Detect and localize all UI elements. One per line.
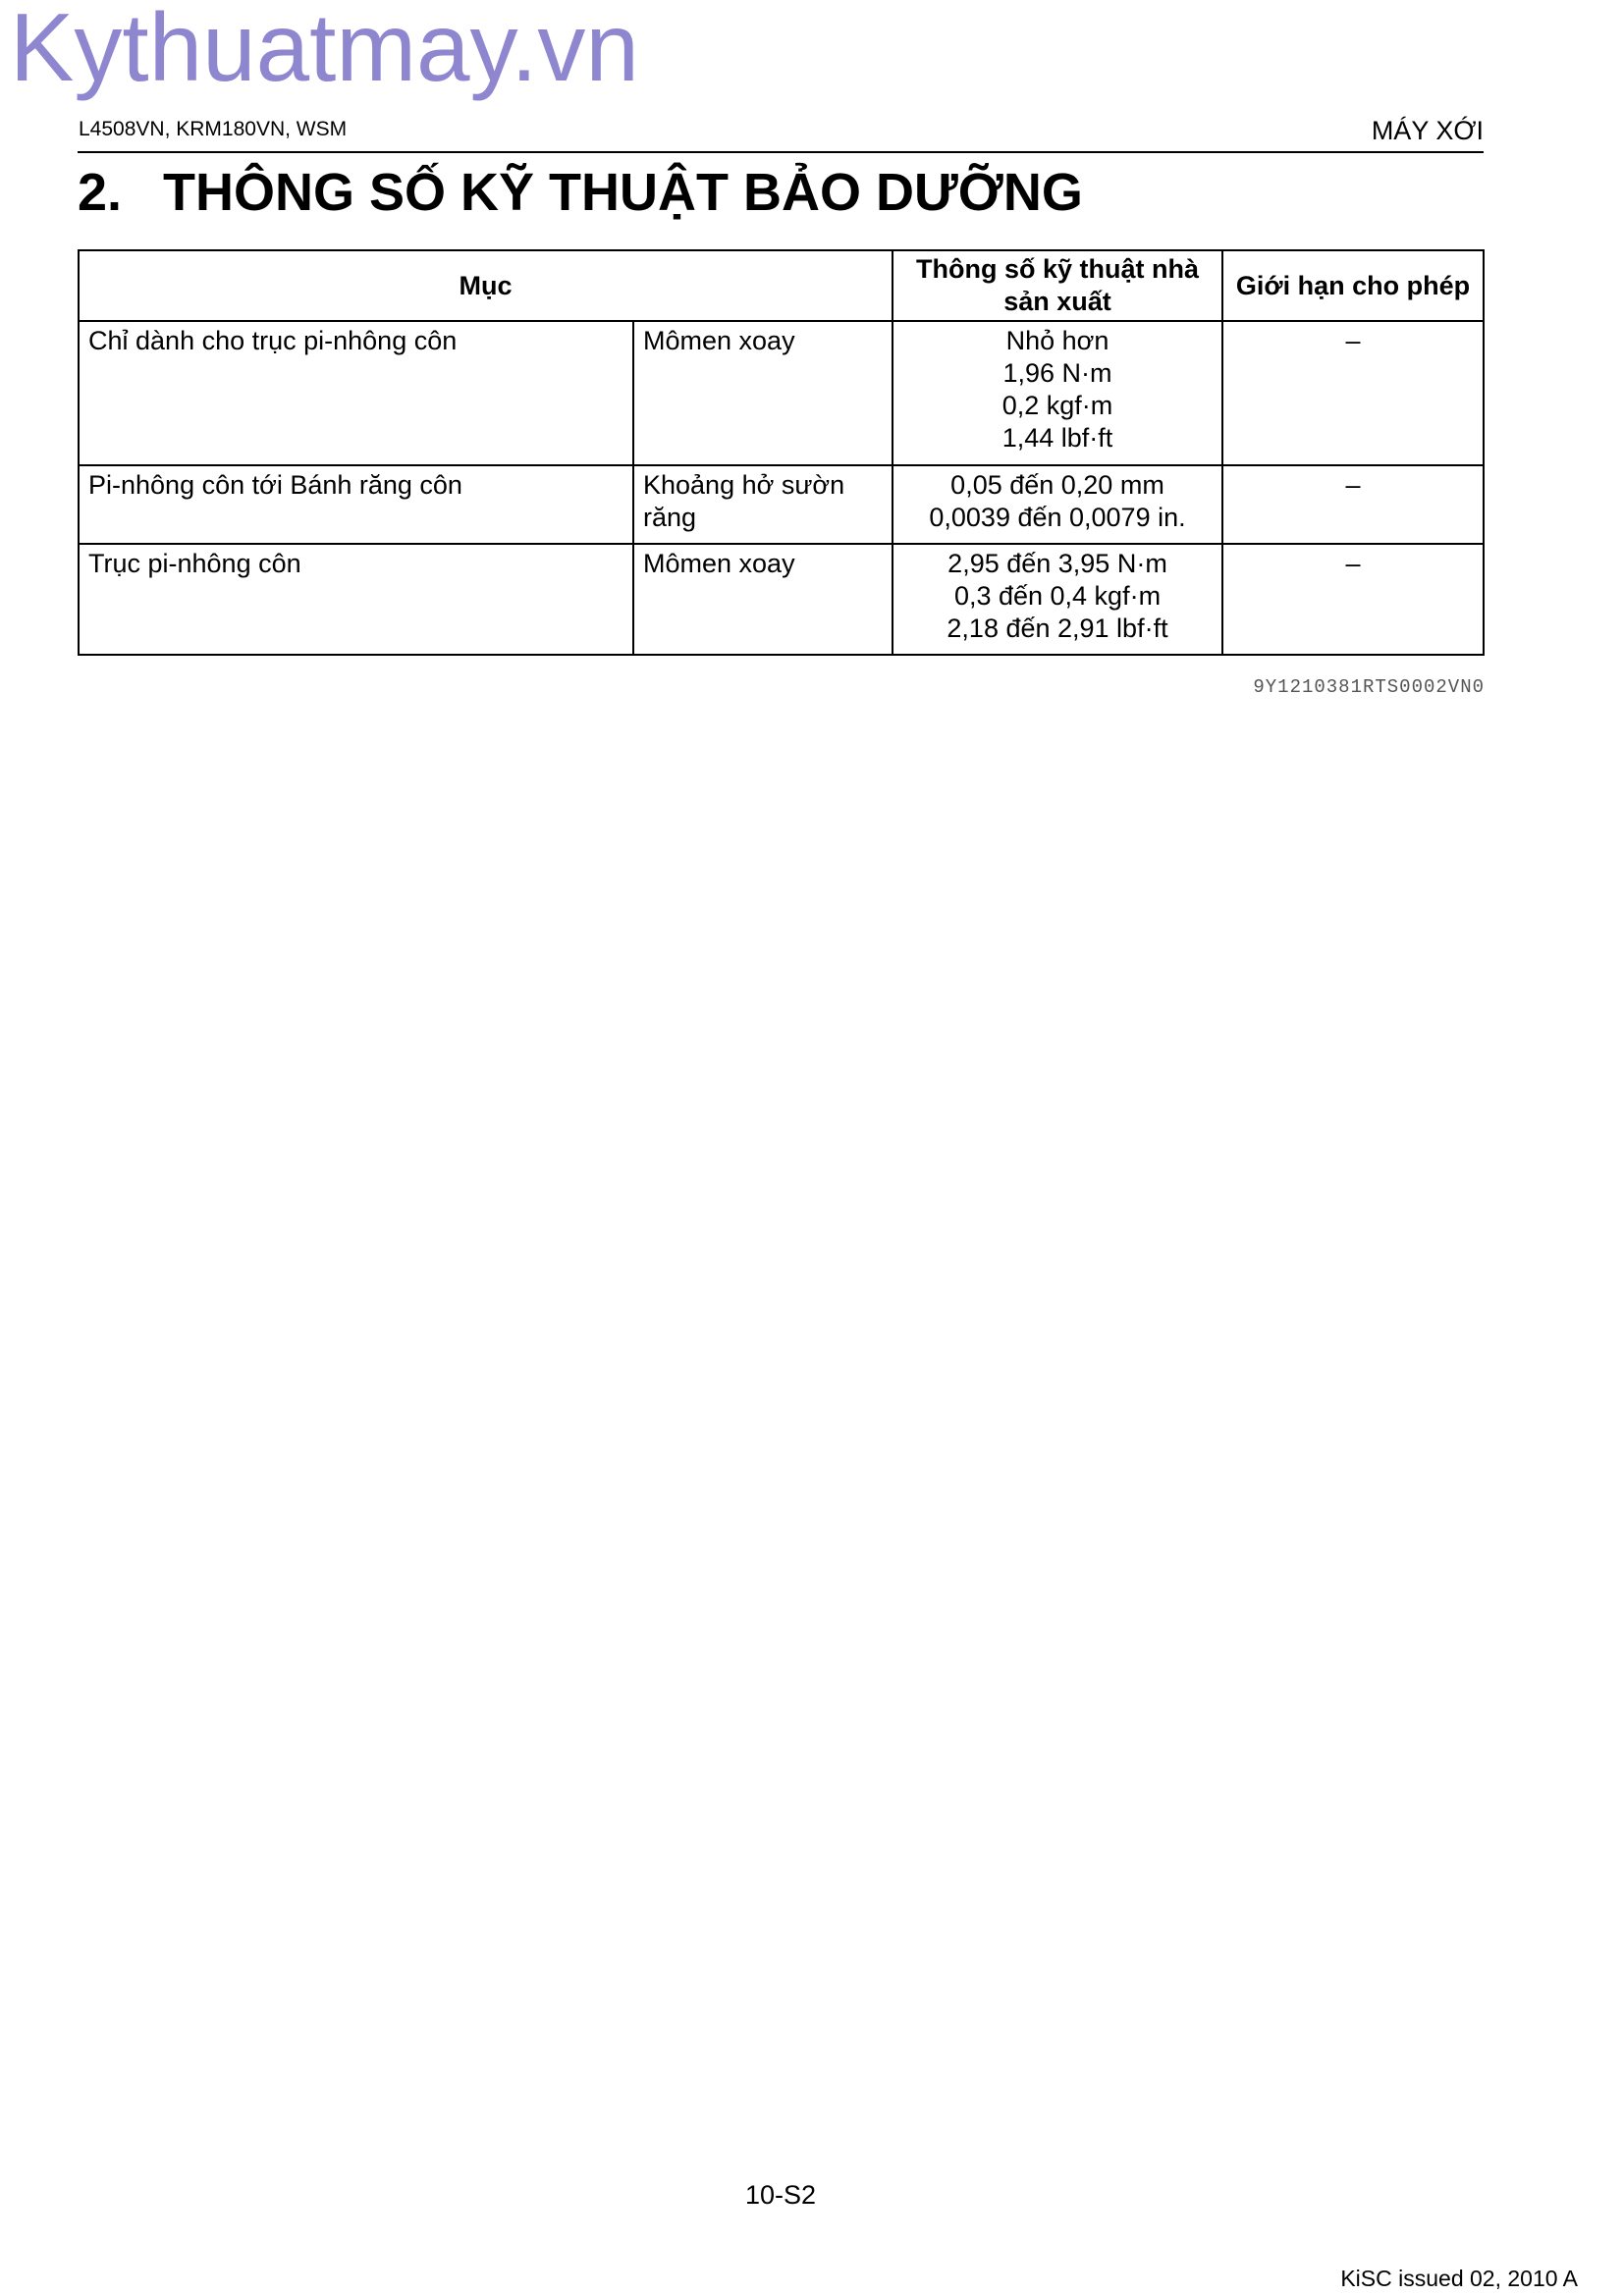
- table-row: [79, 321, 1484, 465]
- spec-line: 1,44 lbf·ft: [1001, 423, 1113, 453]
- header-divider: [78, 151, 1484, 153]
- spec-line: 0,2 kgf·m: [1001, 391, 1113, 420]
- spec-table: [78, 249, 1485, 656]
- row-parameter: Khoảng hở sườn răng: [633, 465, 893, 544]
- row-limit: –: [1222, 465, 1484, 544]
- spec-line: 2,18 đến 2,91 lbf·ft: [947, 614, 1168, 643]
- table-row: [79, 465, 1484, 544]
- page-title: [78, 162, 1083, 223]
- header-factory-spec: Thông số kỹ thuật nhà sản xuất: [893, 250, 1222, 321]
- spec-line: 0,05 đến 0,20 mm: [950, 470, 1164, 500]
- row-item: Trục pi-nhông côn: [79, 544, 633, 655]
- spec-line: 0,3 đến 0,4 kgf·m: [953, 581, 1162, 611]
- document-code: 9Y1210381RTS0002VN0: [1253, 676, 1485, 698]
- page-number: 10-S2: [744, 2180, 817, 2210]
- row-parameter: Mômen xoay: [633, 544, 893, 655]
- table-row: [79, 544, 1484, 655]
- row-item: Chỉ dành cho trục pi-nhông côn: [79, 321, 633, 465]
- header-allowable-limit: Giới hạn cho phép: [1222, 250, 1484, 321]
- spec-line: 1,96 N·m: [1002, 358, 1112, 388]
- row-spec: [893, 321, 1222, 465]
- spec-line: 2,95 đến 3,95 N·m: [947, 549, 1167, 578]
- row-limit: –: [1222, 321, 1484, 465]
- row-item: Pi-nhông côn tới Bánh răng côn: [79, 465, 633, 544]
- header-models: L4508VN, KRM180VN, WSM: [79, 118, 348, 140]
- header-section-name: MÁY XỚI: [1371, 116, 1484, 145]
- row-limit: –: [1222, 544, 1484, 655]
- header-item: Mục: [79, 250, 893, 321]
- section-number: 2.: [78, 163, 123, 222]
- row-parameter: Mômen xoay: [633, 321, 893, 465]
- table-header-row: [79, 250, 1484, 321]
- spec-line: 0,0039 đến 0,0079 in.: [929, 503, 1186, 532]
- issue-note: KiSC issued 02, 2010 A: [1340, 2266, 1578, 2291]
- watermark-logo: Kythuatmay.vn: [10, 0, 639, 101]
- row-spec: [893, 465, 1222, 544]
- row-spec: [893, 544, 1222, 655]
- spec-line: Nhỏ hơn: [1005, 326, 1109, 355]
- section-title-text: THÔNG SỐ KỸ THUẬT BẢO DƯỠNG: [163, 163, 1083, 222]
